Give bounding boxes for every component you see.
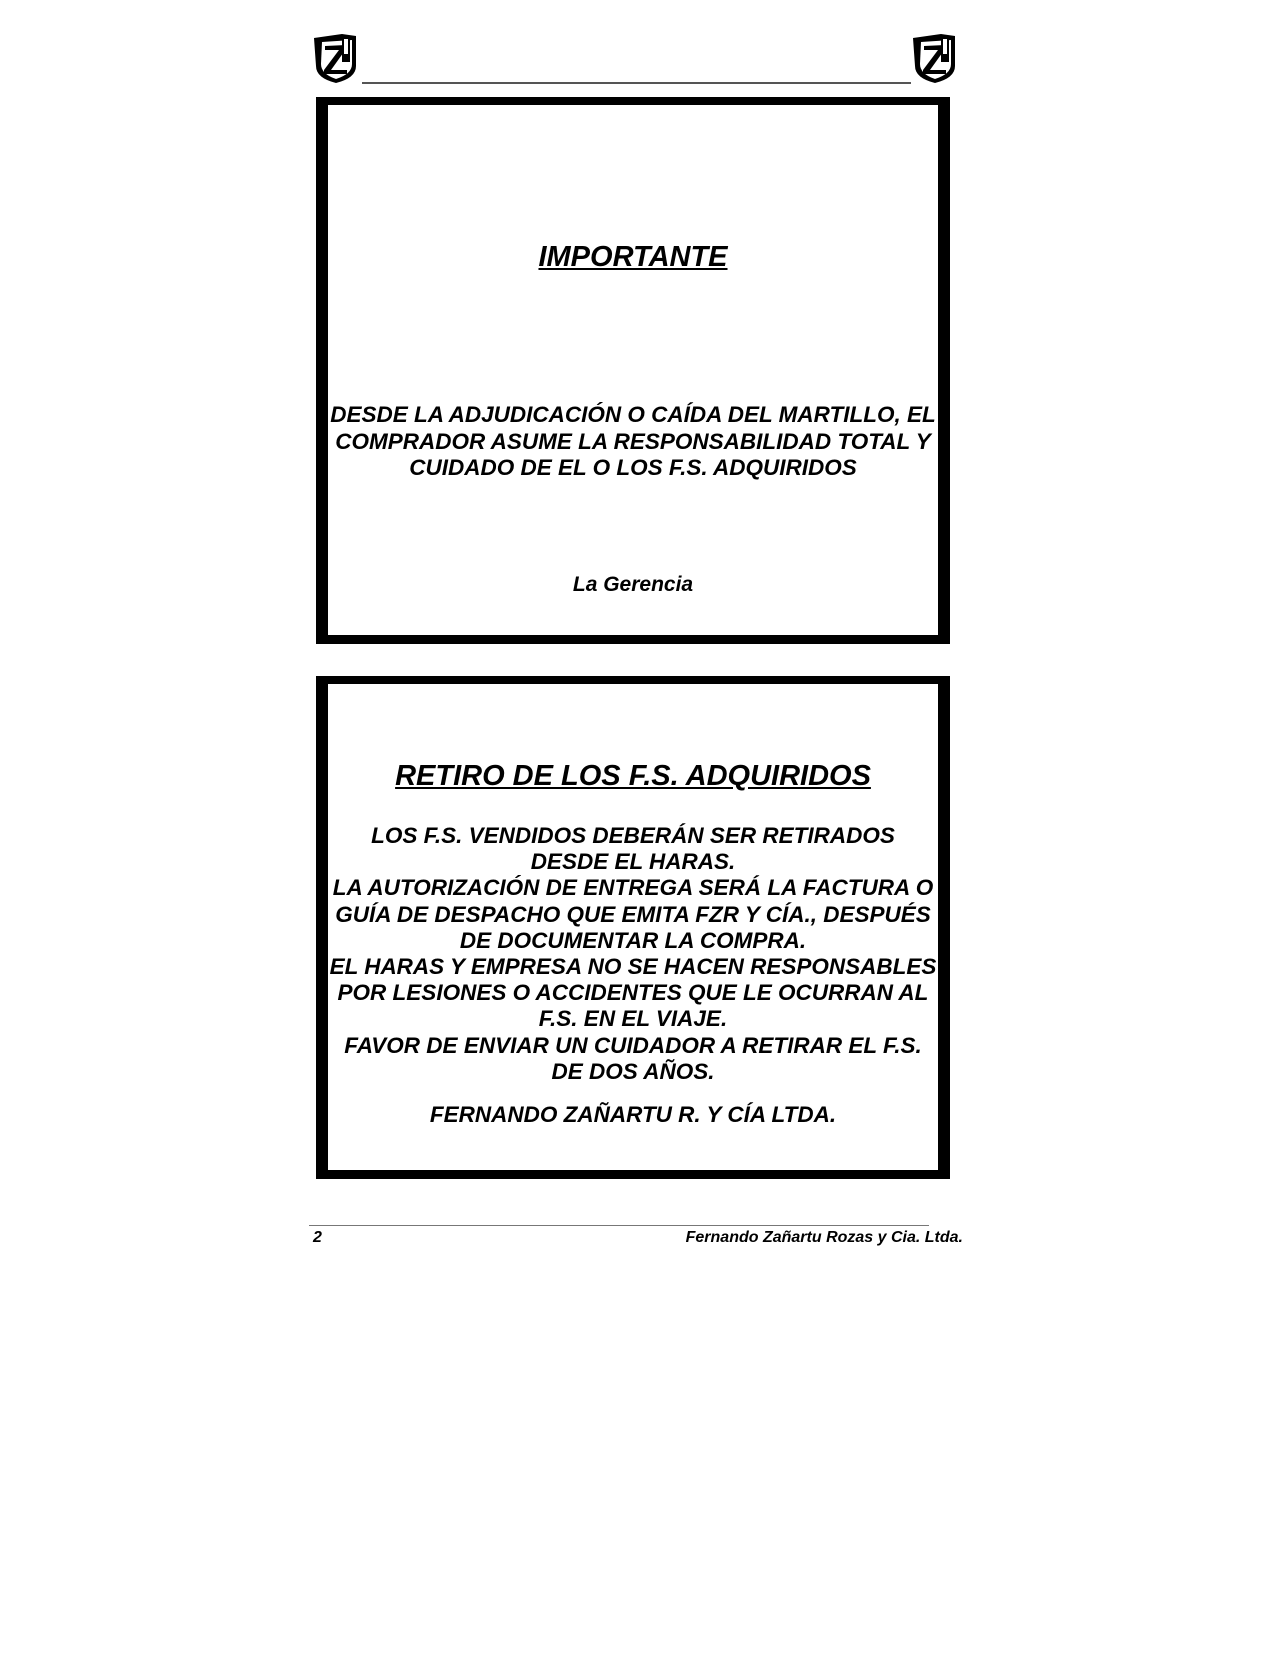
footer-rule bbox=[309, 1225, 929, 1226]
pickup-line: DE DOCUMENTAR LA COMPRA. bbox=[459, 927, 807, 953]
notice-line: COMPRADOR ASUME LA RESPONSABILIDAD TOTAL Y bbox=[335, 428, 931, 454]
pickup-line: LOS F.S. VENDIDOS DEBERÁN SER RETIRADOS bbox=[371, 823, 895, 848]
pickup-body bbox=[328, 823, 938, 1085]
company-logo-icon bbox=[312, 32, 362, 84]
footer-company-name: Fernando Zañartu Rozas y Cia. Ltda. bbox=[685, 1229, 963, 1246]
header-rule bbox=[362, 82, 911, 84]
pickup-line: FAVOR DE ENVIAR UN CUIDADOR A RETIRAR EL F.S. bbox=[344, 1032, 922, 1058]
pickup-line: F.S. EN EL VIAJE. bbox=[538, 1006, 728, 1032]
pickup-notice-box bbox=[316, 676, 950, 1179]
pickup-line: DESDE EL HARAS. bbox=[530, 849, 736, 875]
pickup-line: EL HARAS Y EMPRESA NO SE HACEN RESPONSABLES bbox=[329, 954, 937, 980]
pickup-line: POR LESIONES O ACCIDENTES QUE LE OCURRAN AL bbox=[337, 980, 929, 1006]
notice-line: DESDE LA ADJUDICACIÓN O CAÍDA DEL MARTILLO, EL bbox=[330, 402, 936, 427]
important-notice-box bbox=[316, 97, 950, 644]
notice-title: IMPORTANTE bbox=[538, 241, 728, 273]
pickup-line: DE DOS AÑOS. bbox=[551, 1058, 715, 1084]
pickup-line: LA AUTORIZACIÓN DE ENTREGA SERÁ LA FACTURA O bbox=[332, 875, 934, 901]
pickup-signature: FERNANDO ZAÑARTU R. Y CÍA LTDA. bbox=[429, 1102, 837, 1127]
notice-line: CUIDADO DE EL O LOS F.S. ADQUIRIDOS bbox=[409, 455, 857, 480]
notice-body bbox=[328, 402, 938, 482]
pickup-title: RETIRO DE LOS F.S. ADQUIRIDOS bbox=[395, 760, 871, 792]
page-header bbox=[309, 30, 964, 86]
pickup-line: GUÍA DE DESPACHO QUE EMITA FZR Y CÍA., DESPUÉS bbox=[335, 901, 931, 927]
company-logo-icon bbox=[911, 32, 961, 84]
notice-signature: La Gerencia bbox=[572, 573, 694, 596]
page-number: 2 bbox=[313, 1229, 322, 1246]
